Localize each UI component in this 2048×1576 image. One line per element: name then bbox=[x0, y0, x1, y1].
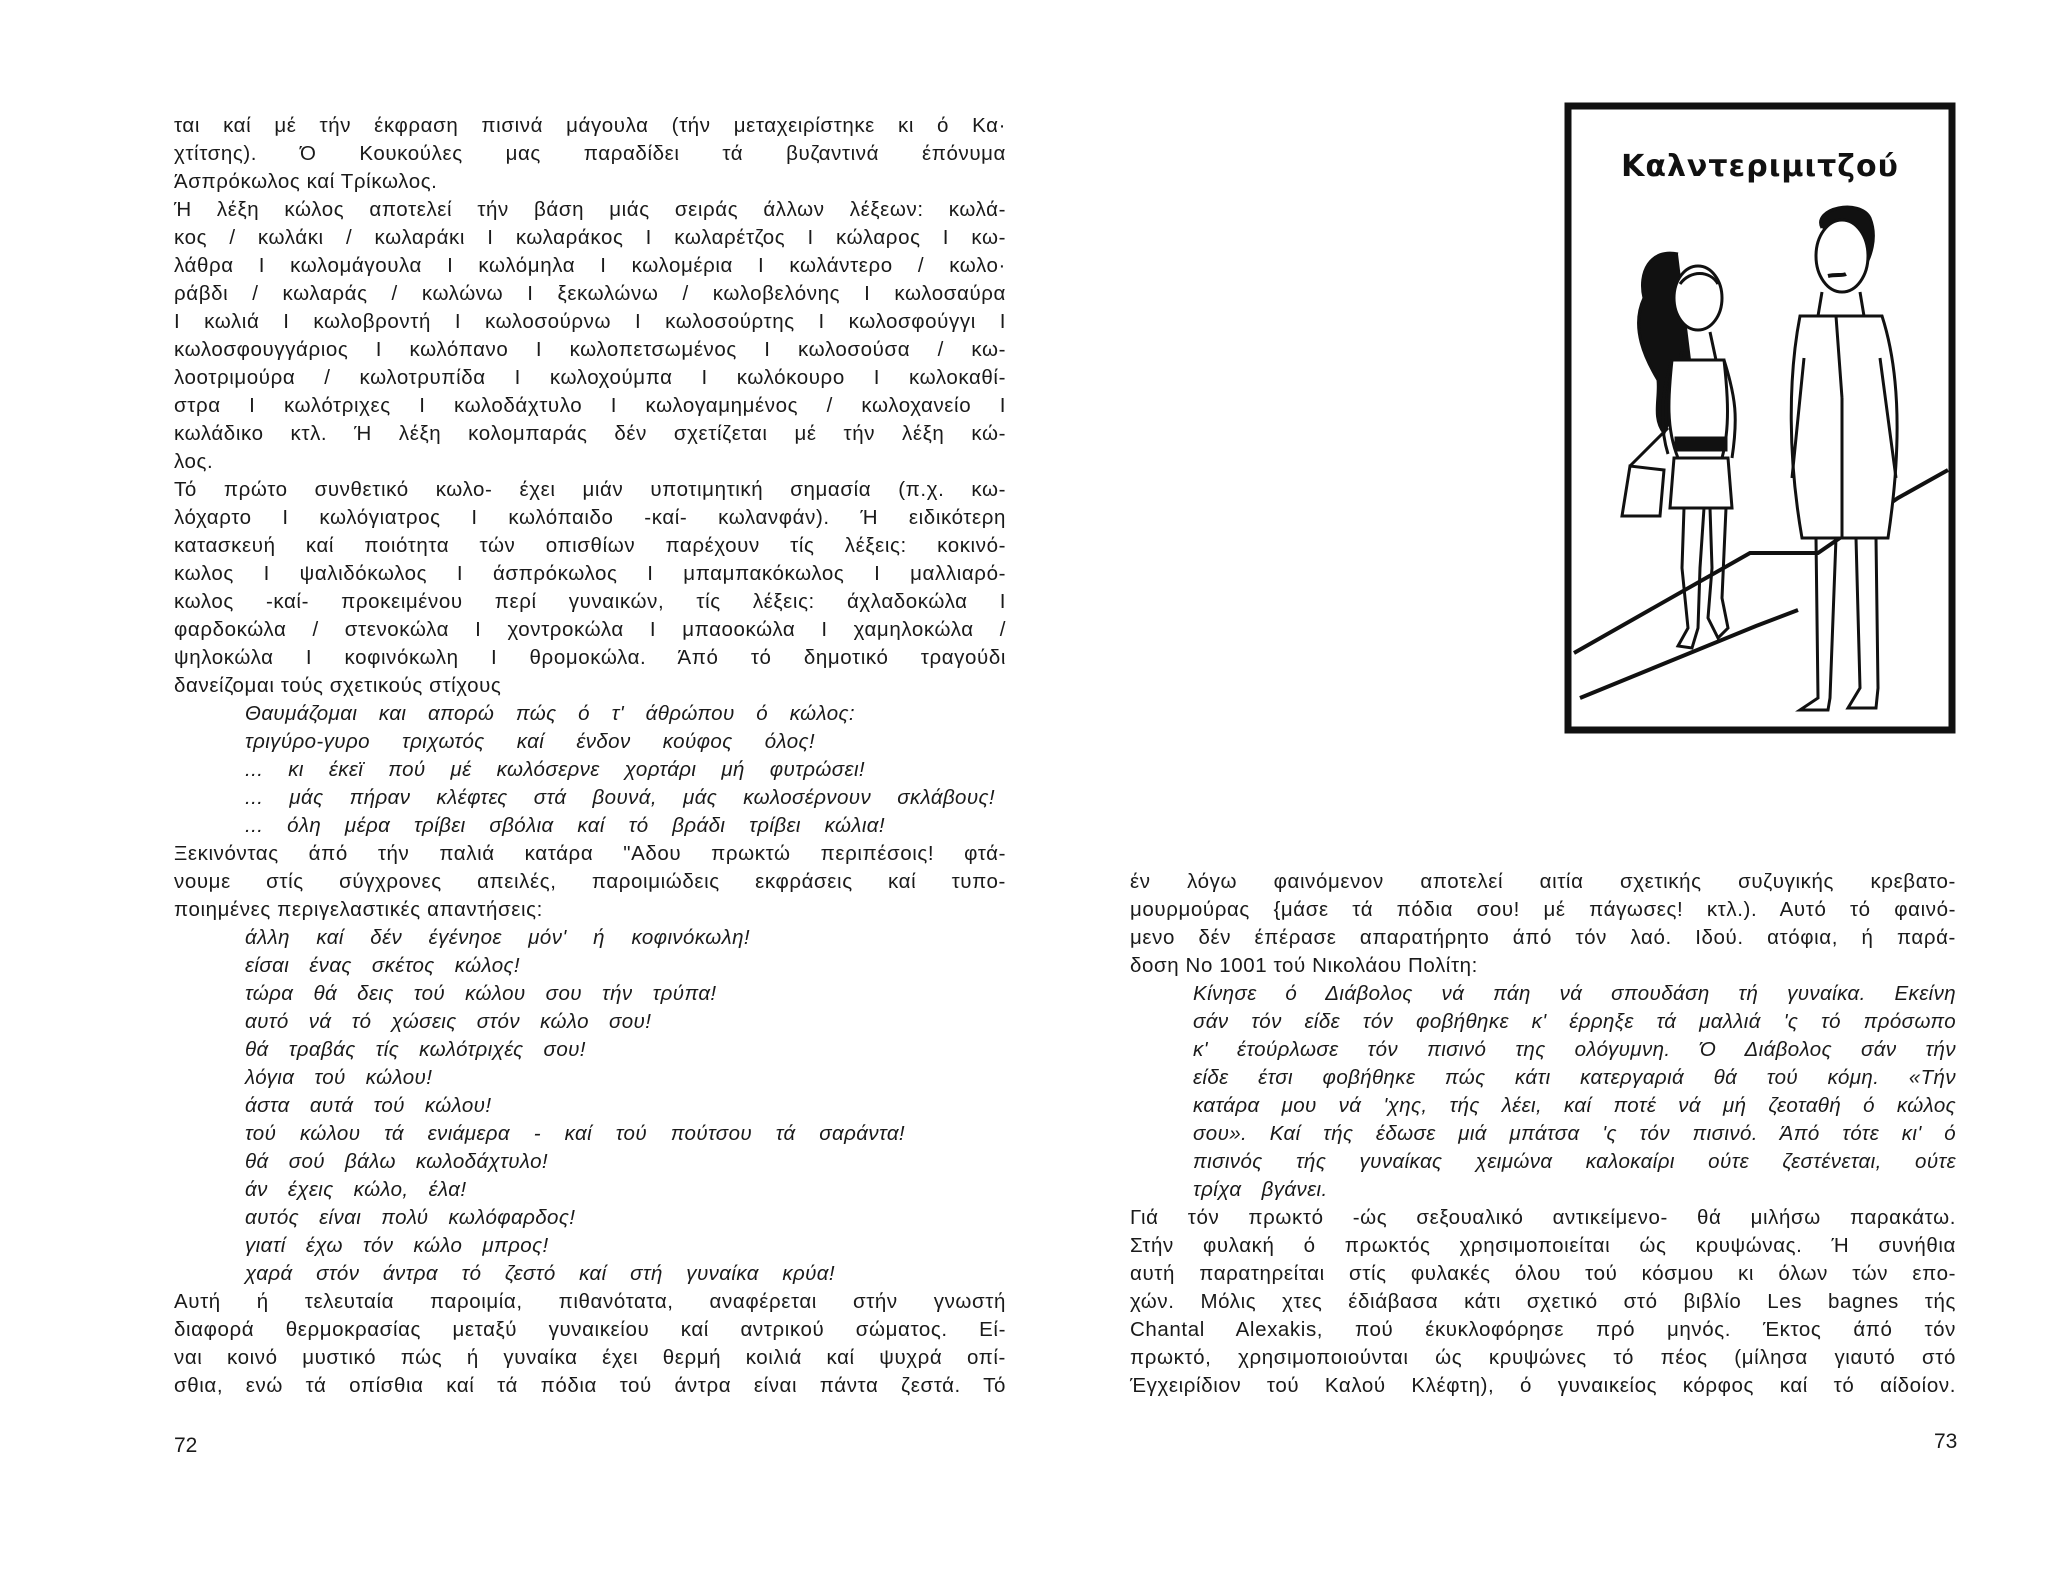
body-line: Ή λέξη κώλος αποτελεί τήν βάση μιάς σειράς άλλων λέξεων: κωλά- bbox=[174, 198, 1006, 221]
cartoon-illustration bbox=[1560, 98, 1960, 738]
body-line: διαφορά θερμοκρασίας μεταξύ γυναικείου καί αντρικού σώματος. Εί- bbox=[174, 1318, 1006, 1341]
verse-line: λόγια τού κώλου! bbox=[245, 1066, 433, 1089]
verse-line: είσαι ένας σκέτος κώλος! bbox=[245, 954, 520, 977]
verse-line: χαρά στόν άντρα τό ζεστό καί στή γυναίκα κρύα! bbox=[245, 1262, 835, 1285]
verse-line: τού κώλου τά ενιάμερα - καί τού πούτσου τά σαράντα! bbox=[245, 1122, 905, 1145]
body-line: I κωλιά I κωλοβροντή I κωλοσούρνω I κωλοσούρτης I κωλοσφούγγι I bbox=[174, 310, 1006, 333]
body-line: ται καί μέ τήν έκφραση πισινά μάγουλα (τήν μεταχειρίστηκε κι ό Κα· bbox=[174, 114, 1006, 137]
body-line: σθια, ενώ τά οπίσθια καί τά πόδια τού άντρα είναι πάντα ζεστά. Τό bbox=[174, 1374, 1006, 1397]
body-line: ψηλοκώλα I κοφινόκωλη I θρομοκώλα. Άπό τό δημοτικό τραγούδι bbox=[174, 646, 1006, 669]
body-line: λος. bbox=[174, 450, 214, 473]
body-line: Στήν φυλακή ό πρωκτός χρησιμοποιείται ώς κρυψώνας. Ή συνήθια bbox=[1130, 1234, 1956, 1257]
verse-line: αυτό νά τό χώσεις στόν κώλο σου! bbox=[245, 1010, 652, 1033]
body-line: φαρδοκώλα / στενοκώλα I χοντροκώλα I μπαοοκώλα I χαμηλοκώλα / bbox=[174, 618, 1006, 641]
body-line: κωλος I ψαλιδόκωλος I άσπρόκωλος I μπαμπακόκωλος I μαλλιαρό- bbox=[174, 562, 1006, 585]
body-line: μουρμούρας {μάσε τά πόδια σου! μέ πάγωσες! κτλ.). Αυτό τό φαινό- bbox=[1130, 898, 1956, 921]
body-line: Ξεκινόντας άπό τήν παλιά κατάρα "Αδου πρωκτώ περιπέσοις! φτά- bbox=[174, 842, 1006, 865]
tale-line: είδε έτσι φοβήθηκε πώς κάτι κατεργαριά θά τού κόμη. «Τήν bbox=[1193, 1066, 1956, 1089]
body-line: νουμε στίς σύγχρονες απειλές, παροιμιώδεις εκφράσεις καί τυπο- bbox=[174, 870, 1006, 893]
tale-line: τρίχα βγάνει. bbox=[1193, 1178, 1328, 1201]
verse-line: θά τραβάς τίς κωλότριχές σου! bbox=[245, 1038, 586, 1061]
body-line: πρωκτό, χρησιμοποιούνται ώς κρυψώνες τό πέος (μίλησα γιαυτό στό bbox=[1130, 1346, 1956, 1369]
body-line: ποιημένες περιγελαστικές απαντήσεις: bbox=[174, 898, 543, 921]
tale-line: κ' έτούρλωσε τόν πισινό της ολόγυμνη. Ό Διάβολος σάν τήν bbox=[1193, 1038, 1956, 1061]
tale-line: κατάρα μου νά 'χης, τής λέει, καί ποτέ νά μή ζεοταθή ό κώλος bbox=[1193, 1094, 1956, 1117]
body-line: χών. Μόλις χτες έδιάβασα κάτι σχετικό στό βιβλίο Les bagnes τής bbox=[1130, 1290, 1956, 1313]
body-line: δανείζομαι τούς σχετικούς στίχους bbox=[174, 674, 502, 697]
body-line: Αυτή ή τελευταία παροιμία, πιθανότατα, αναφέρεται στήν γνωστή bbox=[174, 1290, 1006, 1313]
verse-line: ... όλη μέρα τρίβει σβόλια καί τό βράδι τρίβει κώλια! bbox=[245, 814, 885, 837]
tale-line: σου». Καί τής έδωσε μιά μπάτσα 'ς τόν πισινό. Άπό τότε κι' ό bbox=[1193, 1122, 1956, 1145]
body-line: κατασκευή καί ποιότητα τών οπισθίων παρέχουν τίς λέξεις: κοκινό- bbox=[174, 534, 1006, 557]
verse-line: άστα αυτά τού κώλου! bbox=[245, 1094, 492, 1117]
body-line: λόχαρτο I κωλόγιατρος I κωλόπαιδο -καί- κωλανφάν). Ή ειδικότερη bbox=[174, 506, 1006, 529]
verse-line: τώρα θά δεις τού κώλου σου τήν τρύπα! bbox=[245, 982, 717, 1005]
body-line: Άσπρόκωλος καί Τρίκωλος. bbox=[174, 170, 438, 193]
body-line: κωλος -καί- προκειμένου περί γυναικών, τίς λέξεις: άχλαδοκώλα I bbox=[174, 590, 1006, 613]
verse-line: γιατί έχω τόν κώλο μπρος! bbox=[245, 1234, 549, 1257]
body-line: στρα I κωλότριχες I κωλοδάχτυλο I κωλογαμημένος / κωλοχανείο I bbox=[174, 394, 1006, 417]
page-number: 72 bbox=[174, 1434, 198, 1457]
tale-line: πισινός τής γυναίκας χειμώνα καλοκαίρι ούτε ζεστένεται, ούτε bbox=[1193, 1150, 1956, 1173]
verse-line: θά σού βάλω κωλοδάχτυλο! bbox=[245, 1150, 548, 1173]
body-line: κωλάδικο κτλ. Ή λέξη κολομπαράς δέν σχετίζεται μέ τήν λέξη κώ- bbox=[174, 422, 1006, 445]
body-line: Τό πρώτο συνθετικό κωλο- έχει μιάν υποτιμητική σημασία (π.χ. κω- bbox=[174, 478, 1006, 501]
verse-line: άλλη καί δέν έγένηοε μόν' ή κοφινόκωλη! bbox=[245, 926, 750, 949]
verse-line: ... κι έκεϊ πού μέ κωλόσερνε χορτάρι μή φυτρώσει! bbox=[245, 758, 865, 781]
body-line: λοοτριμούρα / κωλοτρυπίδα I κωλοχούμπα I κωλόκουρο I κωλοκαθί- bbox=[174, 366, 1006, 389]
verse-line: Θαυμάζομαι και απορώ πώς ό τ' άθρώπου ό κώλος: bbox=[245, 702, 855, 725]
body-line: μενο δέν έπέρασε απαρατήρητο άπό τόν λαό. Ιδού. ατόφια, ή παρά- bbox=[1130, 926, 1956, 949]
body-line: έν λόγω φαινόμενον αποτελεί αιτία σχετικής συζυγικής κρεβατο- bbox=[1130, 870, 1956, 893]
body-line: χτίτσης). Ό Κουκούλες μας παραδίδει τά βυζαντινά έπόνυμα bbox=[174, 142, 1006, 165]
body-line: ναι κοινό μυστικό πώς ή γυναίκα έχει θερμή κοιλιά καί ψυχρά οπί- bbox=[174, 1346, 1006, 1369]
body-line: Γιά τόν πρωκτό -ώς σεξουαλικό αντικείμενο- θά μιλήσω παρακάτω. bbox=[1130, 1206, 1956, 1229]
body-line: ράβδι / κωλαράς / κωλώνω I ξεκωλώνω / κωλοβελόνης I κωλοσαύρα bbox=[174, 282, 1006, 305]
body-line: κος / κωλάκι / κωλαράκι I κωλαράκος I κωλαρέτζος I κώλαρος I κω- bbox=[174, 226, 1006, 249]
body-line: Chantal Alexakis, πού έκυκλοφόρησε πρό μηνός. Έκτος άπό τόν bbox=[1130, 1318, 1956, 1341]
verse-line: αυτός είναι πολύ κωλόφαρδος! bbox=[245, 1206, 576, 1229]
body-line: δοση Νο 1001 τού Νικολάου Πολίτη: bbox=[1130, 954, 1478, 977]
body-line: κωλοσφουγγάριος I κωλόπανο I κωλοπετσωμένος I κωλοσούσα / κω- bbox=[174, 338, 1006, 361]
page-number: 73 bbox=[1934, 1430, 1958, 1453]
body-line: Έγχειρίδιον τού Καλού Κλέφτη), ό γυναικείος κόρφος καί τό αίδοίον. bbox=[1130, 1374, 1956, 1397]
body-line: λάθρα I κωλομάγουλα I κωλόμηλα I κωλομέρια I κωλάντερο / κωλο· bbox=[174, 254, 1006, 277]
verse-line: ... μάς πήραν κλέφτες στά βουνά, μάς κωλοσέρνουν σκλάβους! bbox=[245, 786, 995, 809]
verse-line: τριγύρο-γυρο τριχωτός καί ένδον κούφος όλος! bbox=[245, 730, 815, 753]
tale-line: σάν τόν είδε τόν φοβήθηκε κ' έρρηξε τά μαλλιά 'ς τό πρόσωπο bbox=[1193, 1010, 1956, 1033]
tale-line: Κίνησε ό Διάβολος νά πάη νά σπουδάση τή γυναίκα. Εκείνη bbox=[1193, 982, 1956, 1005]
verse-line: άν έχεις κώλο, έλα! bbox=[245, 1178, 467, 1201]
cartoon-caption: Καλντεριμιτζού bbox=[1621, 149, 1899, 184]
body-line: αυτή παρατηρείται στίς φυλακές όλου τού κόσμου κι όλων τών επο- bbox=[1130, 1262, 1956, 1285]
